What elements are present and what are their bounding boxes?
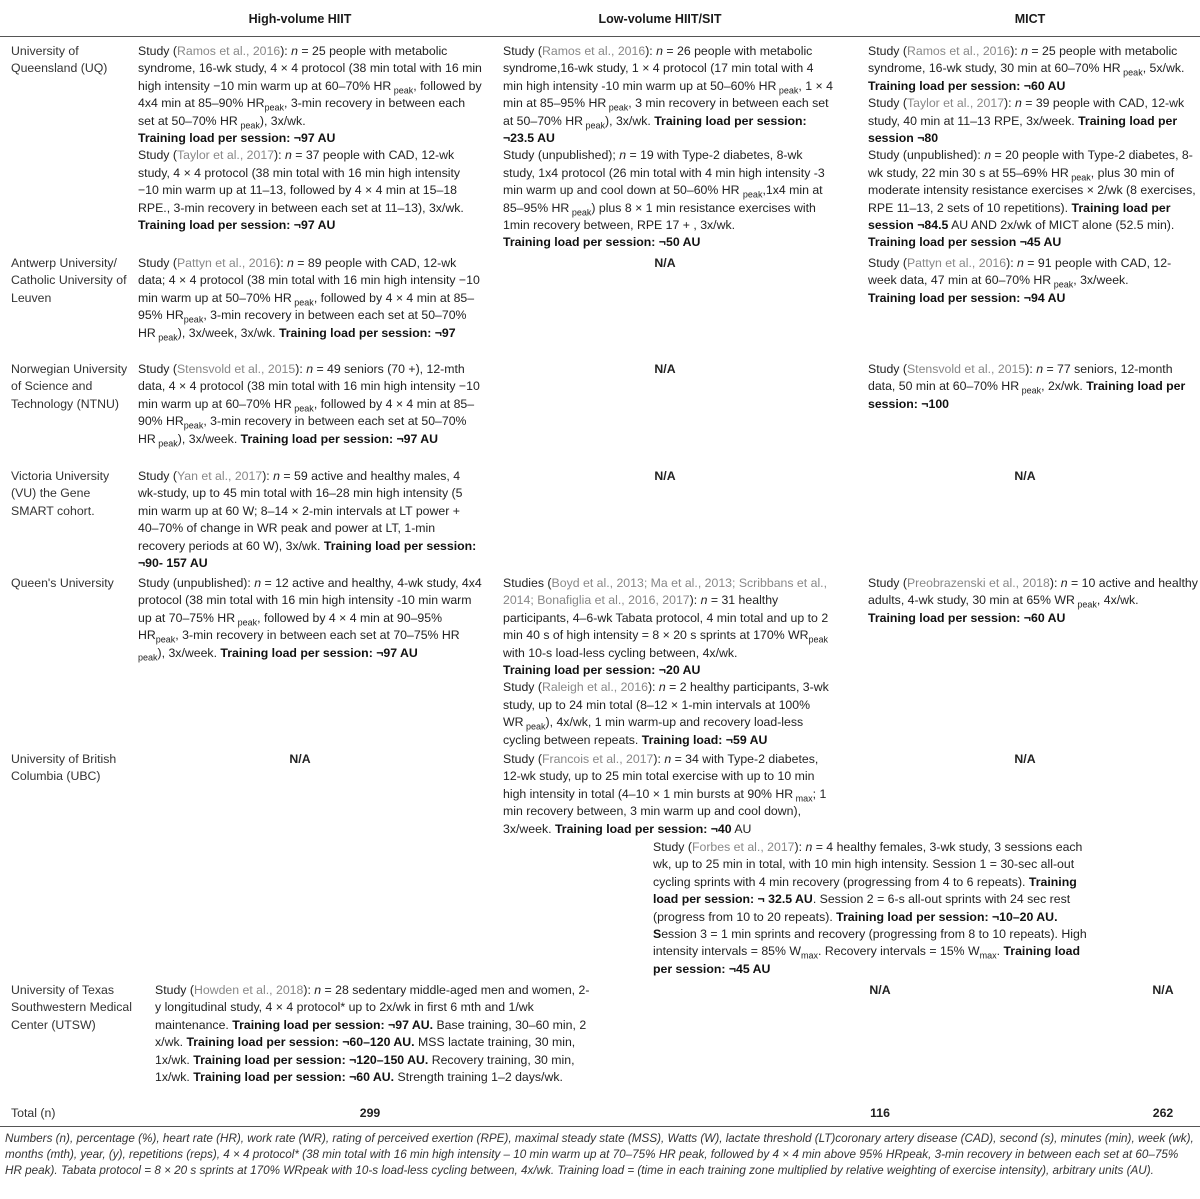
institution-antwerp: Antwerp University/ Catholic University of Leuven	[11, 256, 127, 305]
col-header-mict: MICT	[1014, 12, 1046, 26]
cell-vu-high-volume: Study (Yan et al., 2017): n = 59 active and healthy males, 4 wk-study, up to 45 min total with 16–28 min high intensity (5 min warm up at 60 W; 8–14 × 2-min intervals at LT power + 40–70% of change in WR peak and power at LT, 1-min recovery periods at 60 W), 3x/wk. Training load per session: ¬90- 157 AU	[138, 469, 477, 571]
institution-uq: University of Queensland (UQ)	[11, 44, 108, 76]
total-low-volume: 116	[870, 1106, 890, 1120]
cell-queens-mict: Study (Preobrazenski et al., 2018): n = 10 active and healthy adults, 4-wk study, 30 min at 65% WR $_{peak}$, 4x/wk. Training load per session: ¬60 AU	[868, 576, 1198, 625]
cell-ubc-mict-na: N/A	[1014, 752, 1036, 766]
footer-rule	[0, 1126, 1200, 1127]
total-mict: 262	[1152, 1106, 1174, 1120]
col-header-high-volume-hiit: High-volume HIIT	[248, 12, 352, 26]
cell-utsw-low-volume-na: N/A	[869, 983, 891, 997]
cell-uq-high-volume: Study (Ramos et al., 2016): n = 25 people with metabolic syndrome, 16-wk study, 4 × 4 protocol (38 min total with 16 min high intensity −10 min warm up at 60–70% HR $_{peak}$, followed by 4x4 min at 85–90% $HR_{peak}$, 3-min recovery in between each set at 50–70% HR $_{peak}$), 3x/wk. Training load per session: ¬97 AU Study (Taylor et al., 2017): n = 37 people with CAD, 12-wk study, 4 × 4 protocol (38 min total with 16 min high intensity −10 min warm up at 11–13, followed by 4 × 4 min at 15–18 RPE., 3-min recovery in between each set at 11–13), 3x/wk. Training load per session: ¬97 AU	[138, 44, 482, 233]
institution-utsw: University of Texas Southwestern Medical Center (UTSW)	[11, 983, 132, 1032]
col-header-low-volume-hiit-sit: Low-volume HIIT/SIT	[598, 12, 722, 26]
total-high-volume: 299	[359, 1106, 381, 1120]
cell-vu-mict-na: N/A	[1014, 469, 1036, 483]
institution-ntnu: Norwegian University of Science and Technology (NTNU)	[11, 362, 128, 411]
cell-ntnu-high-volume: Study (Stensvold et al., 2015): n = 49 seniors (70 +), 12-mth data, 4 × 4 protocol (38 min total with 16 min high intensity −10 min warm up at 60–70% HR $_{peak}$, followed by 4 × 4 min at 85–90% $HR_{peak}$, 3-min recovery in between each set at 50–70% HR $_{peak}$), 3x/week. Training load per session: ¬97 AU	[138, 362, 480, 449]
cell-ubc-high-volume-na: N/A	[289, 752, 311, 766]
cell-ntnu-mict: Study (Stensvold et al., 2015): n = 77 seniors, 12-month data, 50 min at 60–70% HR $_{peak}$, 2x/wk. Training load per session: ¬100	[868, 362, 1186, 411]
cell-antwerp-low-volume-na: N/A	[654, 256, 676, 270]
cell-utsw-high-volume: Study (Howden et al., 2018): n = 28 sedentary middle-aged men and women, 2-y longitudinal study, 4 × 4 protocol* up to 2x/wk in first 6 mth and 1/wk maintenance. Training load per session: ¬97 AU. Base training, 30–60 min, 2 x/wk. Training load per session: ¬60–120 AU. MSS lactate training, 30 min, 1x/wk. Training load per session: ¬120–150 AU. Recovery training, 30 min, 1x/wk. Training load per session: ¬60 AU. Strength training 1–2 days/wk.	[155, 983, 590, 1085]
institution-vu: Victoria University (VU) the Gene SMART cohort.	[11, 469, 110, 518]
header-rule	[0, 36, 1200, 37]
cell-antwerp-mict: Study (Pattyn et al., 2016): n = 91 people with CAD, 12-week data, 47 min at 60–70% HR $_{peak}$, 3x/week. Training load per session: ¬94 AU	[868, 256, 1172, 305]
total-label: Total (n)	[11, 1106, 56, 1120]
cell-uq-mict: Study (Ramos et al., 2016): n = 25 people with metabolic syndrome, 16-wk study, 30 min at 60–70% HR $_{peak}$, 5x/wk. Training load per session: ¬60 AU Study (Taylor et al., 2017): n = 39 people with CAD, 12-wk study, 40 min at 11–13 RPE, 3x/week. Training load per session ¬80 Study (unpublished): n = 20 people with Type-2 diabetes, 8-wk study, 22 min 30 s at 55–69% HR $_{peak}$, plus 30 min of moderate intensity resistance exercises × 2/wk (8 exercises, RPE 11–13, 2 sets of 10 repetitions). Training load per session ¬84.5 AU AND 2x/wk of MICT alone (52.5 min). Training load per session ¬45 AU	[868, 44, 1196, 250]
cell-antwerp-high-volume: Study (Pattyn et al., 2016): n = 89 people with CAD, 12-wk data; 4 × 4 protocol (38 min total with 16 min high intensity −10 min warm up at 50–70% HR $_{peak}$, followed by 4 × 4 min at 85–95% $HR_{peak}$, 3-min recovery in between each set at 50–70% HR $_{peak}$), 3x/week, 3x/wk. Training load per session: ¬97	[138, 256, 480, 343]
cell-queens-high-volume: Study (unpublished): n = 12 active and healthy, 4-wk study, 4x4 protocol (38 min total with 16 min high intensity -10 min warm up at 70–75% HR $_{peak}$, followed by 4 × 4 min at 90–95% $HR_{peak}$, 3-min recovery in between each set at 70–75% HR $_{peak}$), 3x/week. Training load per session: ¬97 AU	[138, 576, 482, 663]
cell-utsw-mict-na: N/A	[1152, 983, 1174, 997]
cell-vu-low-volume-na: N/A	[654, 469, 676, 483]
institution-ubc: University of British Columbia (UBC)	[11, 752, 117, 784]
cell-uq-low-volume: Study (Ramos et al., 2016): n = 26 people with metabolic syndrome,16-wk study, 1 × 4 protocol (17 min total with 4 min high intensity -10 min warm up at 50–60% HR $_{peak}$, 1 × 4 min at 85–95% HR $_{peak}$, 3 min recovery in between each set at 50–70% HR $_{peak}$), 3x/wk. Training load per session: ¬23.5 AU Study (unpublished); n = 19 with Type-2 diabetes, 8-wk study, 1x4 protocol (26 min total with 4 min high intensity -3 min warm up and cool down at 50–60% HR $_{peak}$,1x4 min at 85–95% HR $_{peak}$) plus 8 × 1 min resistance exercises with 1min recovery between, RPE 17 + , 3x/wk. Training load per session: ¬50 AU	[503, 44, 833, 250]
cell-queens-low-volume: Studies (Boyd et al., 2013; Ma et al., 2013; Scribbans et al., 2014; Bonafiglia et al., 2016, 2017): n = 31 healthy participants, 4–6-wk Tabata protocol, 4 min total and up to 2 min 40 s of high intensity = 8 × 20 s sprints at 170% $WR_{peak}$ with 10-s load-less cycling between, 4x/wk. Training load per session: ¬20 AU Study (Raleigh et al., 2016): n = 2 healthy participants, 3-wk study, up to 24 min total (8–12 × 1-min intervals at 100% WR $_{peak}$), 4x/wk, 1 min warm-up and recovery load-less cycling between repeats. Training load: ¬59 AU	[503, 576, 829, 747]
cell-ubc-forbes-study: Study (Forbes et al., 2017): n = 4 healthy females, 3-wk study, 3 sessions each wk, up to 25 min in total, with 10 min high intensity. Session 1 = 30-sec all-out cycling sprints with 4 min recovery (progressing from 4 to 6 repeats). Training load per session: ¬ 32.5 AU. Session 2 = 6-s all-out sprints with 24 sec rest (progress from 10 to 20 repeats). Training load per session: ¬10–20 AU. Session 3 = 1 min sprints and recovery (progressing from 8 to 10 repeats). High intensity intervals = 85% $W_{max}$. Recovery intervals = 15% $W_{max}$. Training load per session: ¬45 AU	[653, 840, 1087, 976]
table-footnote: Numbers (n), percentage (%), heart rate (HR), work rate (WR), rating of perceived exertion (RPE), maximal steady state (MSS), Watts (W), lactate threshold (LT)coronary artery disease (CAD), second (s), minutes (min), week (wk), months (mth), year, (y), repetitions (reps), 4 × 4 protocol* (38 min total with 16 min high intensity – 10 min warm up at 70–75% HR peak, followed by 4 × 4 min above 95% HRpeak, 3-min recovery in between each set at 60–75% HR peak). Tabata protocol = 8 × 20 s sprints at 170% WRpeak with 10-s load-less cycling between, 4x/wk. Training load = (time in each training zone multiplied by relative weighting of exercise intensity), arbitrary units (AU).	[5, 1132, 1194, 1178]
cell-ntnu-low-volume-na: N/A	[654, 362, 676, 376]
cell-ubc-low-volume: Study (Francois et al., 2017): n = 34 with Type-2 diabetes, 12-wk study, up to 25 min total exercise with up to 10 min high intensity in total (4–10 × 1 min bursts at 90% HR $_{max}$; 1 min recovery between, 3 min warm up and cool down), 3x/week. Training load per session: ¬40 AU	[503, 752, 827, 836]
institution-queens: Queen's University	[11, 576, 114, 590]
